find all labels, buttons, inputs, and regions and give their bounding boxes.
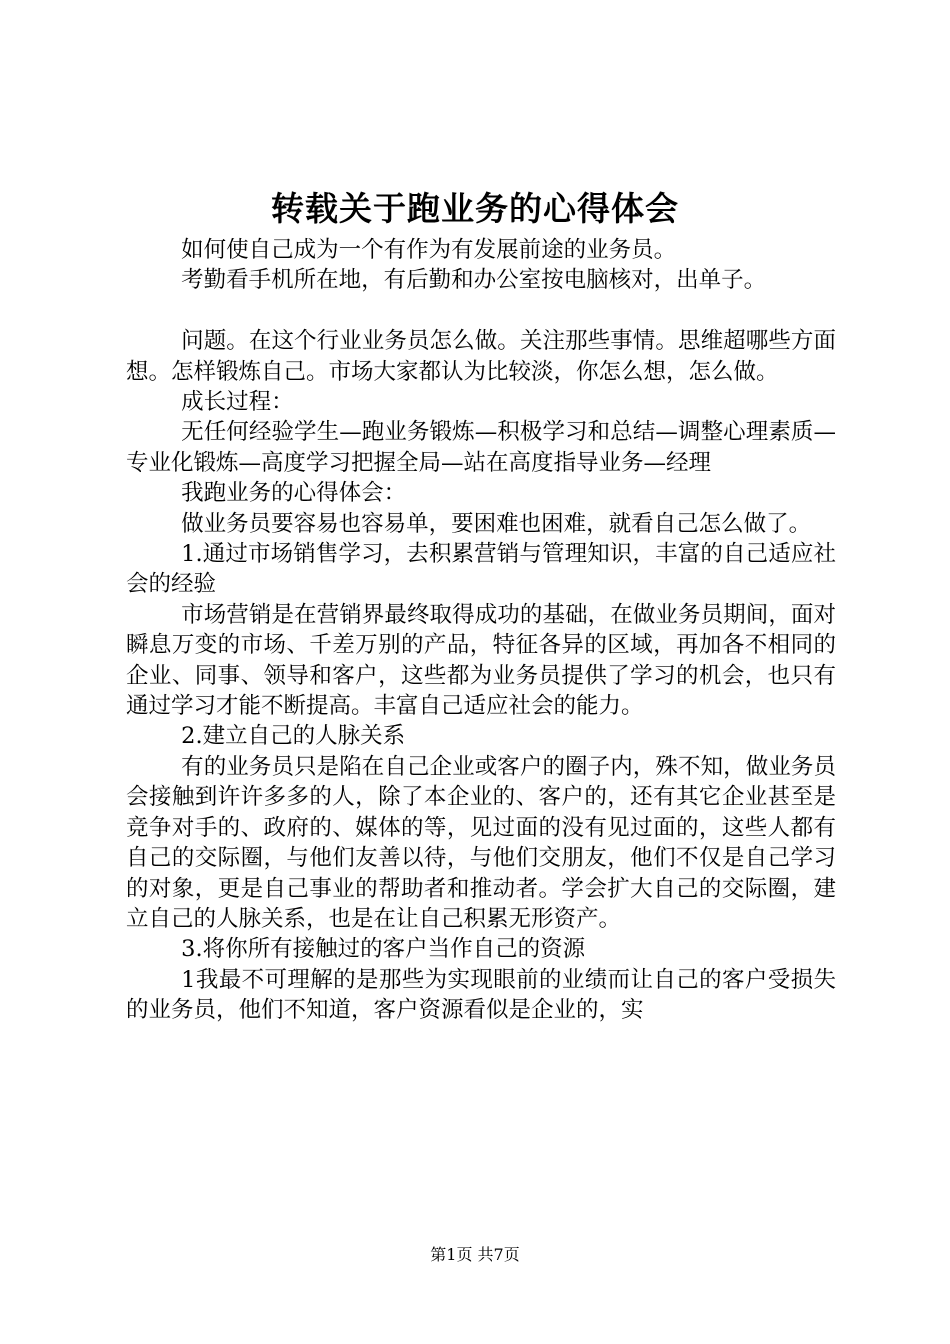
paragraph-7: 做业务员要容易也容易单，要困难也困难，就看自己怎么做了。 xyxy=(181,510,812,537)
paragraph-4: 成长过程： xyxy=(181,389,294,416)
paragraph-12: 3.将你所有接触过的客户当作自己的资源 xyxy=(181,936,586,963)
paragraph-5: 无任何经验学生—跑业务锻炼—积极学习和总结—调整心理素质—专业化锻炼—高度学习把握全局—站在高度指导业务—经理 xyxy=(126,419,836,476)
page-footer: 第1页 共7页 xyxy=(430,1245,520,1264)
paragraph-11: 有的业务员只是陷在自己企业或客户的圈子内，殊不知，做业务员会接触到许许多多的人，除了本企业的、客户的，还有其它企业甚至是竞争对手的、政府的、媒体的等，见过面的没有见过面的，这些人都有自己的交际圈，与他们友善以待，与他们交朋友，他们不仅是自己学习的对象，更是自己事业的帮助者和推动者。学会扩大自己的交际圈，建立自己的人脉关系，也是在让自己积累无形资产。 xyxy=(126,753,836,932)
document-body xyxy=(126,235,836,1026)
paragraph-3: 问题。在这个行业业务员怎么做。关注那些事情。思维超哪些方面想。怎样锻炼自己。市场大家都认为比较淡，你怎么想，怎么做。 xyxy=(126,328,836,385)
paragraph-2: 考勤看手机所在地，有后勤和办公室按电脑核对，出单子。 xyxy=(181,267,767,294)
document-title: 转载关于跑业务的心得体会 xyxy=(271,189,679,228)
paragraph-10: 2.建立自己的人脉关系 xyxy=(181,723,406,750)
paragraph-6: 我跑业务的心得体会： xyxy=(181,480,407,507)
paragraph-9: 市场营销是在营销界最终取得成功的基础，在做业务员期间，面对瞬息万变的市场、千差万别的产品，特征各异的区域，再加各不相同的企业、同事、领导和客户，这些都为业务员提供了学习的机会，也只有通过学习才能不断提高。丰富自己适应社会的能力。 xyxy=(126,601,836,720)
paragraph-1: 如何使自己成为一个有作为有发展前途的业务员。 xyxy=(181,237,677,263)
paragraph-13: 1我最不可理解的是那些为实现眼前的业绩而让自己的客户受损失的业务员，他们不知道，客户资源看似是企业的，实 xyxy=(126,966,836,1024)
paragraph-8: 1.通过市场销售学习，去积累营销与管理知识，丰富的自己适应社会的经验 xyxy=(126,541,836,598)
